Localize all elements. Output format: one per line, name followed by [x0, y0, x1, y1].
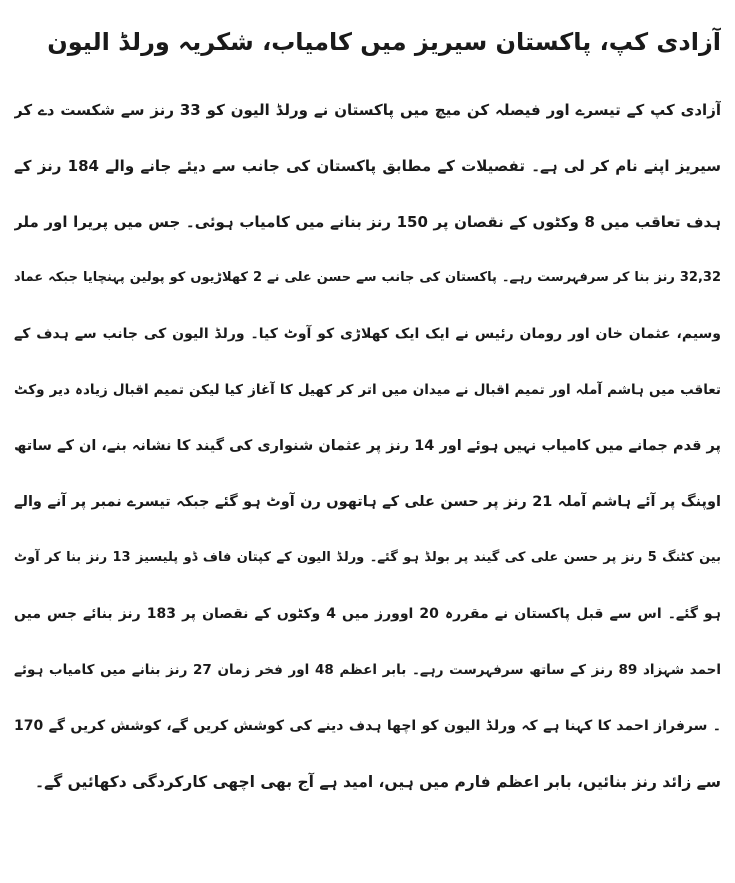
- body-line: تعاقب میں ہاشم آملہ اور تمیم اقبال نے میدان میں اتر کر کھیل کا آغاز کیا لیکن تمیم اقبال زیادہ دیر وکٹ: [14, 382, 721, 398]
- body-line: سے زائد رنز بنائیں، بابر اعظم فارم میں ہیں، امید ہے آج بھی اچھی کارکردگی دکھائیں گے۔: [35, 773, 721, 791]
- article-body: [14, 82, 721, 810]
- article-headline: آزادی کپ، پاکستان سیریز میں کامیاب، شکریہ ورلڈ الیون: [47, 28, 721, 56]
- body-line: ۔ سرفراز احمد کا کہنا ہے کہ ورلڈ الیون کو اچھا ہدف دینے کی کوشش کریں گے، کوشش کریں گے 170: [14, 718, 721, 734]
- body-line: اوپنگ پر آئے ہاشم آملہ 21 رنز پر حسن علی کے ہاتھوں رن آوٹ ہو گئے جبکہ تیسرے نمبر پر آنے والے: [14, 494, 721, 510]
- body-line: وسیم، عثمان خان اور رومان رئیس نے ایک ایک کھلاڑی کو آوٹ کیا۔ ورلڈ الیون کی جانب سے ہدف کے: [14, 326, 721, 342]
- body-line: احمد شہزاد 89 رنز کے ساتھ سرفہرست رہے۔ بابر اعظم 48 اور فخر زمان 27 رنز بنانے میں کامیاب ہوئے: [14, 662, 721, 678]
- body-line: ہو گئے۔ اس سے قبل پاکستان نے مقررہ 20 اوورز میں 4 وکٹوں کے نقصان پر 183 رنز بنائے جس میں: [14, 606, 721, 622]
- body-line: آزادی کپ کے تیسرے اور فیصلہ کن میچ میں پاکستان نے ورلڈ الیون کو 33 رنز سے شکست دے کر: [14, 101, 721, 119]
- body-line: ہدف تعاقب میں 8 وکٹوں کے نقصان پر 150 رنز بنانے میں کامیاب ہوئی۔ جس میں پریرا اور ملر: [14, 213, 721, 231]
- body-line: بین کٹنگ 5 رنز پر حسن علی کی گیند پر بولڈ ہو گئے۔ ورلڈ الیون کے کپتان فاف ڈو پلیسیز 13 رنز بنا کر آوٹ: [14, 550, 721, 565]
- body-line: 32,32 رنز بنا کر سرفہرست رہے۔ پاکستان کی جانب سے حسن علی نے 2 کھلاڑیوں کو پولین پہنچایا جبکہ عماد: [14, 270, 721, 285]
- body-line: پر قدم جمانے میں کامیاب نہیں ہوئے اور 14 رنز پر عثمان شنواری کی گیند کا نشانہ بنے، ان کے ساتھ: [14, 438, 721, 454]
- news-article: [14, 0, 721, 883]
- body-line: سیریز اپنے نام کر لی ہے۔ تفصیلات کے مطابق پاکستان کی جانب سے دیئے جانے والے 184 رنز کے: [14, 157, 721, 175]
